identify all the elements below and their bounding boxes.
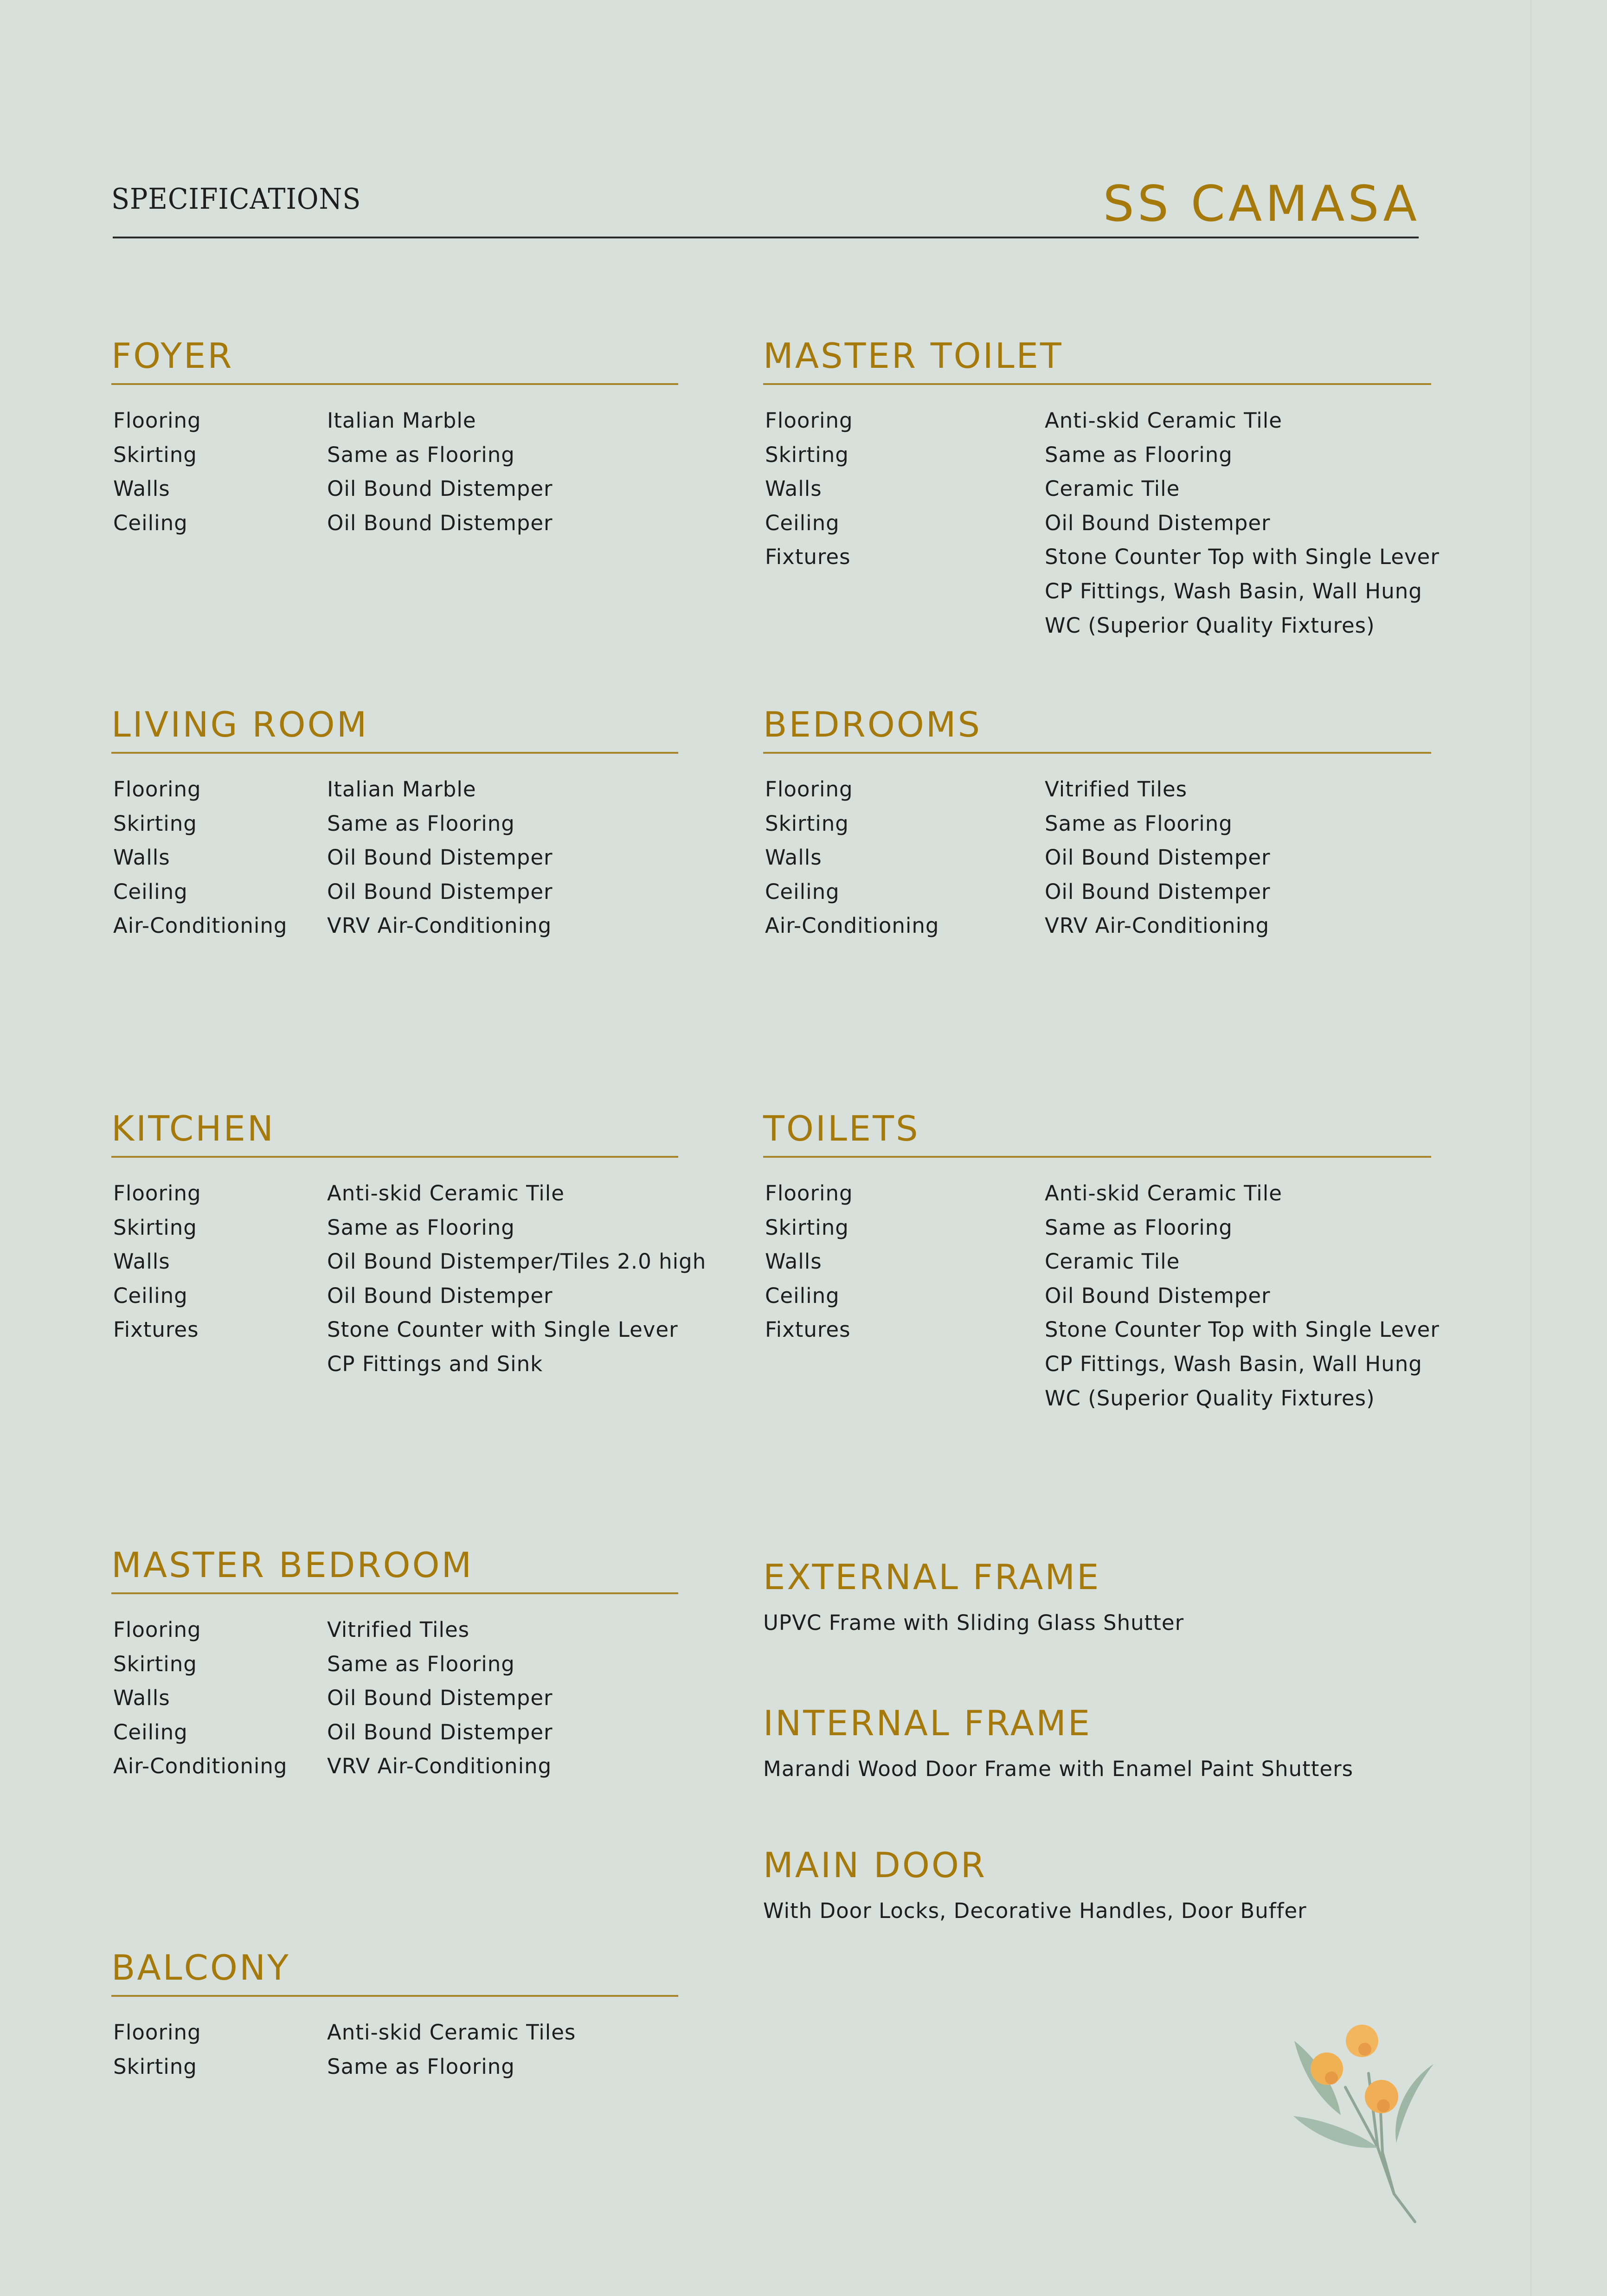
section-master-toilet (763, 335, 1440, 642)
spec-value: Ceramic Tile (1045, 476, 1180, 501)
table-row (111, 807, 678, 841)
spec-value: Same as Flooring (327, 1215, 515, 1240)
spec-label: Ceiling (765, 879, 840, 904)
section-master-bedroom (111, 1544, 678, 1783)
table-row (763, 772, 1431, 807)
section-divider (111, 1156, 678, 1158)
table-row (111, 1715, 678, 1750)
spec-value: Stone Counter with Single Lever (327, 1317, 678, 1342)
section-heading: LIVING ROOM (111, 704, 369, 745)
spec-label: Air-Conditioning (113, 1754, 288, 1779)
page-title: SPECIFICATIONS (111, 182, 361, 216)
table-row (111, 1681, 678, 1715)
spec-value: Vitrified Tiles (1045, 777, 1188, 802)
flower-sprig-icon (1285, 1995, 1443, 2226)
table-row (763, 1347, 1431, 1381)
page-fold-line (1530, 0, 1532, 2296)
spec-table (111, 2015, 678, 2084)
section-kitchen (111, 1108, 707, 1381)
spec-label: Ceiling (113, 1719, 188, 1744)
spec-label: Walls (113, 1249, 170, 1274)
table-row (111, 772, 678, 807)
spec-value: WC (Superior Quality Fixtures) (1045, 613, 1375, 638)
section-living-room (111, 704, 678, 943)
spec-label: Skirting (113, 442, 197, 467)
spec-label: Walls (113, 476, 170, 501)
spec-value: Oil Bound Distemper (1045, 845, 1271, 870)
spec-value: Oil Bound Distemper (327, 476, 553, 501)
table-row (111, 1279, 678, 1313)
spec-label: Fixtures (765, 1317, 851, 1342)
section-heading: EXTERNAL FRAME (763, 1557, 1101, 1597)
section-divider (111, 383, 678, 385)
table-row (763, 404, 1431, 438)
spec-value: Oil Bound Distemper (327, 879, 553, 904)
table-row (111, 404, 678, 438)
spec-label (111, 1347, 327, 1381)
section-heading: INTERNAL FRAME (763, 1703, 1092, 1744)
table-row (111, 2050, 678, 2084)
spec-table (763, 1176, 1440, 1415)
table-row (763, 609, 1431, 643)
spec-table (111, 772, 678, 943)
spec-value: Oil Bound Distemper (327, 1283, 553, 1308)
spec-table (763, 772, 1431, 943)
section-main-door (763, 1844, 1431, 1925)
table-row (763, 1176, 1431, 1211)
spec-label: Skirting (765, 811, 849, 836)
spec-value: Same as Flooring (1045, 811, 1233, 836)
table-row (763, 1381, 1431, 1416)
table-row (763, 1244, 1431, 1279)
spec-label: Flooring (765, 777, 853, 802)
spec-value: Italian Marble (327, 777, 476, 802)
spec-label: Ceiling (113, 879, 188, 904)
spec-label: Ceiling (765, 1283, 840, 1308)
table-row (111, 1176, 678, 1211)
spec-value: Anti-skid Ceramic Tile (1045, 1181, 1282, 1206)
section-heading: TOILETS (763, 1108, 920, 1149)
spec-value: Oil Bound Distemper (1045, 1283, 1271, 1308)
spec-value: Oil Bound Distemper (327, 845, 553, 870)
section-description: Marandi Wood Door Frame with Enamel Paint Shutters (763, 1757, 1354, 1781)
table-row (763, 807, 1431, 841)
table-row (111, 1347, 678, 1381)
table-row (111, 1211, 678, 1245)
table-row (111, 840, 678, 875)
section-divider (763, 752, 1431, 754)
spec-value: WC (Superior Quality Fixtures) (1045, 1385, 1375, 1411)
spec-value: Anti-skid Ceramic Tile (1045, 408, 1282, 433)
spec-label (763, 1381, 1045, 1416)
section-heading: FOYER (111, 335, 234, 376)
spec-value: Ceramic Tile (1045, 1249, 1180, 1274)
header-divider (113, 237, 1419, 238)
spec-table (111, 404, 678, 540)
spec-label: Skirting (113, 1215, 197, 1240)
spec-label: Air-Conditioning (765, 913, 939, 938)
spec-label (763, 1347, 1045, 1381)
spec-value: CP Fittings, Wash Basin, Wall Hung (1045, 578, 1422, 603)
section-toilets (763, 1108, 1440, 1415)
spec-value: Oil Bound Distemper (327, 1719, 553, 1744)
section-divider (763, 1156, 1431, 1158)
spec-value: Same as Flooring (1045, 442, 1233, 467)
section-heading: MAIN DOOR (763, 1845, 987, 1886)
spec-label: Flooring (113, 408, 201, 433)
table-row (763, 506, 1431, 540)
table-row (763, 840, 1431, 875)
section-description: With Door Locks, Decorative Handles, Door Buffer (763, 1898, 1307, 1923)
spec-label: Flooring (113, 1617, 201, 1642)
section-heading: KITCHEN (111, 1108, 275, 1149)
spec-label: Flooring (113, 1181, 201, 1206)
spec-label: Skirting (113, 2054, 197, 2079)
spec-table (111, 1176, 707, 1381)
table-row (111, 875, 678, 909)
section-external-frame (763, 1556, 1431, 1637)
spec-value: VRV Air-Conditioning (327, 1754, 552, 1779)
section-description: UPVC Frame with Sliding Glass Shutter (763, 1610, 1184, 1635)
spec-label: Air-Conditioning (113, 913, 288, 938)
table-row (763, 472, 1431, 506)
spec-label (763, 574, 1045, 609)
table-row (111, 1749, 678, 1783)
spec-label: Walls (765, 476, 822, 501)
spec-value: Stone Counter Top with Single Lever (1045, 545, 1440, 570)
spec-value: Oil Bound Distemper/Tiles 2.0 high (327, 1249, 707, 1274)
section-divider (763, 383, 1431, 385)
spec-label: Ceiling (113, 510, 188, 535)
spec-value: Same as Flooring (327, 1651, 515, 1676)
table-row (111, 472, 678, 506)
table-row (763, 540, 1440, 574)
spec-value: Same as Flooring (327, 442, 515, 467)
section-divider (111, 752, 678, 754)
section-divider (111, 1995, 678, 1997)
table-row (111, 1647, 678, 1681)
spec-value: Stone Counter Top with Single Lever (1045, 1317, 1440, 1342)
spec-table (111, 1613, 678, 1783)
spec-label: Skirting (113, 811, 197, 836)
spec-label: Fixtures (765, 545, 851, 570)
spec-value: CP Fittings, Wash Basin, Wall Hung (1045, 1351, 1422, 1376)
section-heading: BEDROOMS (763, 704, 982, 745)
spec-label: Walls (113, 1686, 170, 1711)
spec-value: CP Fittings and Sink (327, 1351, 543, 1376)
table-row (111, 438, 678, 472)
table-row (763, 1279, 1431, 1313)
section-foyer (111, 335, 678, 540)
spec-label: Skirting (765, 442, 849, 467)
spec-value: Same as Flooring (327, 811, 515, 836)
spec-label: Skirting (113, 1651, 197, 1676)
spec-label: Flooring (765, 408, 853, 433)
spec-label: Flooring (765, 1181, 853, 1206)
spec-value: Vitrified Tiles (327, 1617, 470, 1642)
spec-value: Oil Bound Distemper (1045, 510, 1271, 535)
section-divider (111, 1592, 678, 1594)
table-row (763, 574, 1431, 609)
spec-label: Ceiling (113, 1283, 188, 1308)
brand-name: SS CAMASA (1103, 175, 1420, 232)
spec-label: Flooring (113, 2020, 201, 2045)
table-row (111, 506, 678, 540)
spec-value: VRV Air-Conditioning (327, 913, 552, 938)
table-row (111, 1244, 707, 1279)
table-row (763, 1313, 1440, 1347)
spec-label: Fixtures (113, 1317, 199, 1342)
spec-value: Italian Marble (327, 408, 476, 433)
table-row (763, 909, 1431, 943)
spec-label: Walls (765, 1249, 822, 1274)
spec-value: Same as Flooring (327, 2054, 515, 2079)
table-row (111, 1313, 678, 1347)
table-row (763, 1211, 1431, 1245)
section-internal-frame (763, 1702, 1431, 1783)
spec-label (763, 609, 1045, 643)
table-row (111, 2015, 678, 2050)
spec-table (763, 404, 1440, 642)
spec-value: Oil Bound Distemper (327, 1686, 553, 1711)
section-balcony (111, 1947, 678, 2084)
spec-label: Walls (113, 845, 170, 870)
spec-label: Skirting (765, 1215, 849, 1240)
spec-value: Same as Flooring (1045, 1215, 1233, 1240)
table-row (111, 1613, 678, 1647)
table-row (763, 438, 1431, 472)
spec-value: Anti-skid Ceramic Tiles (327, 2020, 576, 2045)
section-heading: MASTER BEDROOM (111, 1545, 474, 1585)
spec-label: Flooring (113, 777, 201, 802)
section-bedrooms (763, 704, 1431, 943)
spec-label: Walls (765, 845, 822, 870)
spec-value: Oil Bound Distemper (327, 510, 553, 535)
table-row (763, 875, 1431, 909)
spec-value: VRV Air-Conditioning (1045, 913, 1270, 938)
section-heading: BALCONY (111, 1947, 290, 1988)
spec-value: Anti-skid Ceramic Tile (327, 1181, 565, 1206)
section-heading: MASTER TOILET (763, 335, 1063, 376)
table-row (111, 909, 678, 943)
spec-value: Oil Bound Distemper (1045, 879, 1271, 904)
spec-label: Ceiling (765, 510, 840, 535)
